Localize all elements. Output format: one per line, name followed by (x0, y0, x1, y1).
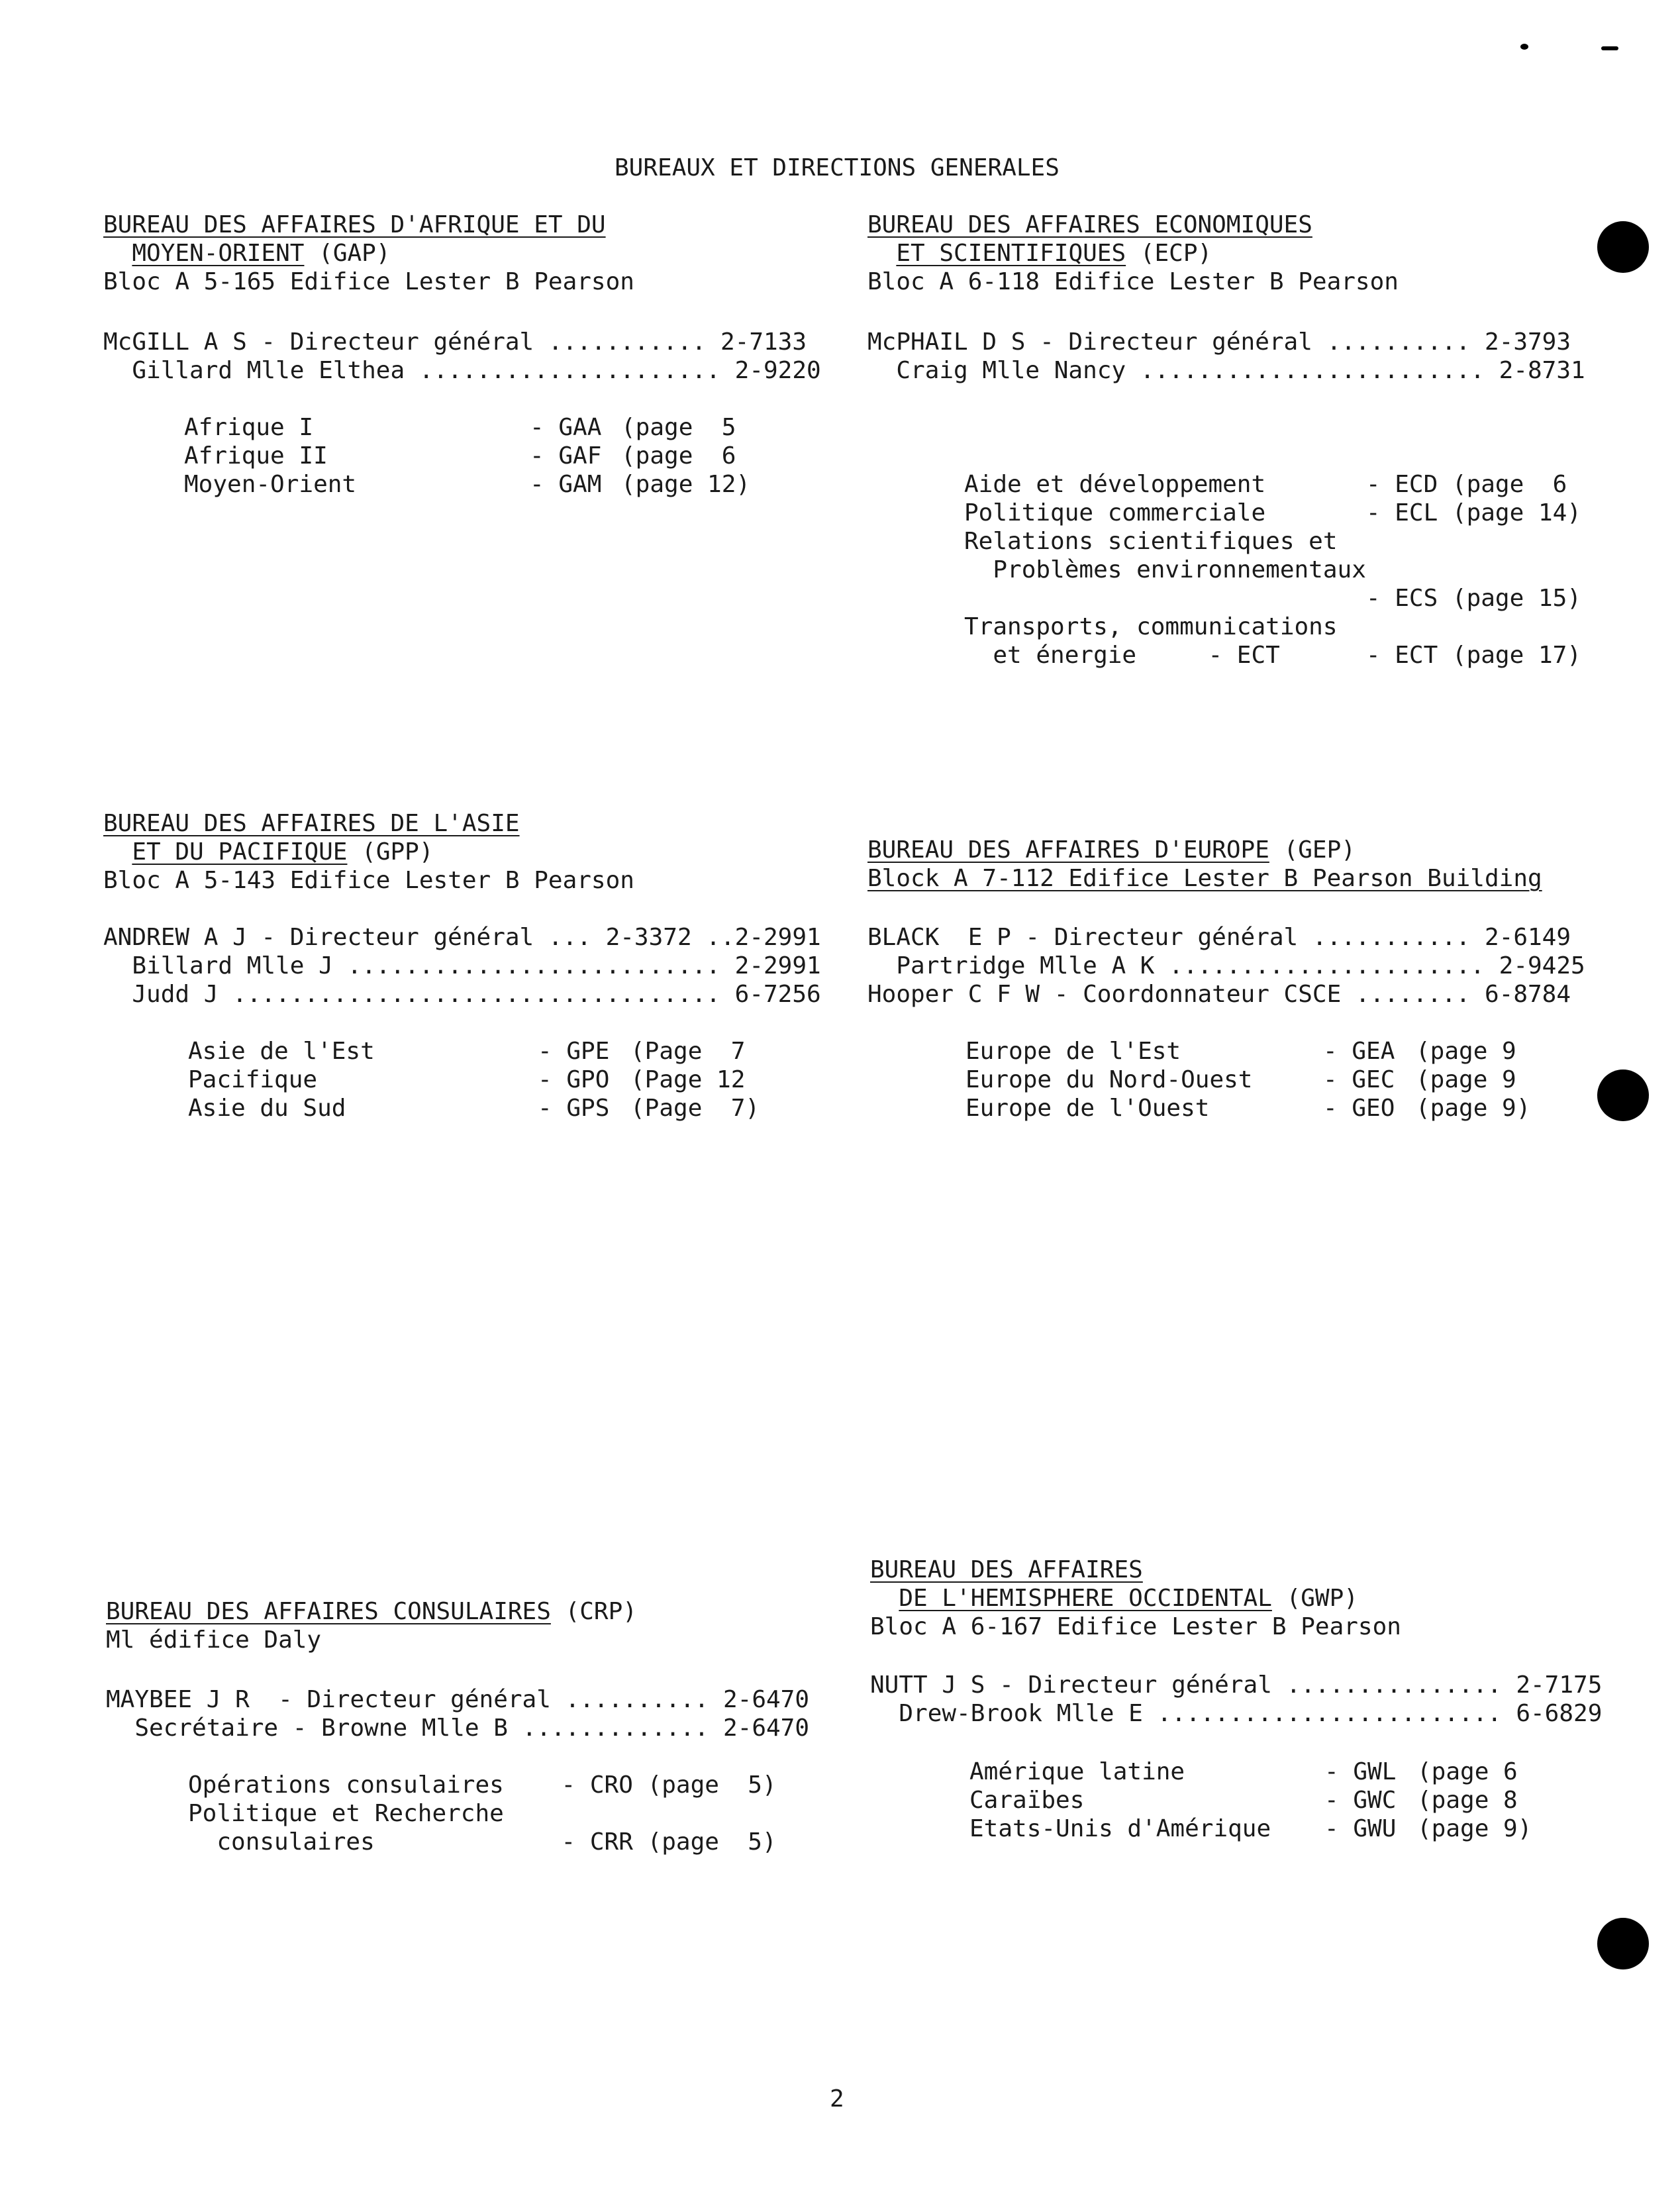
division-name: Asie de l'Est (188, 1038, 375, 1065)
division-page: (page 9 (1416, 1038, 1516, 1065)
punch-hole (1597, 1070, 1649, 1121)
division-code: - GWL (1324, 1758, 1397, 1785)
bureau-address: Bloc A 6-118 Edifice Lester B Pearson (867, 268, 1399, 295)
division-line: Transports, communications (964, 613, 1338, 640)
division-code: - GPE (538, 1038, 610, 1065)
division-line: Relations scientifiques et (964, 528, 1338, 555)
division-page: (page 5 (621, 414, 736, 441)
bureau-gpp (103, 809, 634, 895)
punch-hole (1597, 221, 1649, 273)
page-title: BUREAUX ET DIRECTIONS GENERALES (615, 154, 1060, 181)
ink-speck (1601, 46, 1618, 50)
division-name: Pacifique (188, 1066, 318, 1093)
bureau-name-line1: BUREAU DES AFFAIRES ECONOMIQUES (867, 211, 1312, 238)
division-code: - GAF (530, 442, 602, 470)
ecp-divisions (964, 470, 1581, 670)
division-page: (page 6 (621, 442, 736, 470)
page-number: 2 (830, 2085, 844, 2113)
division-name: Etats-Unis d'Amérique (969, 1815, 1271, 1842)
division-code: - GWU (1324, 1815, 1397, 1842)
bureau-code: (CRP) (565, 1598, 637, 1625)
staff-line: Gillard Mlle Elthea ..................... 2-9220 (103, 357, 821, 384)
ink-speck (1520, 44, 1528, 50)
bureau-gwp (870, 1556, 1401, 1641)
division-line: Problèmes environnementaux (964, 556, 1366, 583)
division-page: (Page 7) (630, 1095, 760, 1122)
division-line: et énergie - ECT - ECT (page 17) (964, 642, 1581, 669)
staff-line: ANDREW A J - Directeur général ... 2-3372 ..2-2991 (103, 924, 821, 951)
division-code: - GEA (1323, 1038, 1395, 1065)
bureau-name: BUREAU DES AFFAIRES CONSULAIRES (106, 1598, 551, 1625)
crp-divisions (188, 1771, 777, 1856)
bureau-address: Bloc A 5-143 Edifice Lester B Pearson (103, 867, 634, 894)
bureau-address: Block A 7-112 Edifice Lester B Pearson Building (867, 865, 1542, 892)
division-page: (page 8 (1417, 1787, 1518, 1814)
division-page: (Page 12 (630, 1066, 746, 1093)
staff-line: McPHAIL D S - Directeur général .......... 2-3793 (867, 328, 1571, 356)
division-name: Europe de l'Est (965, 1038, 1181, 1065)
division-name: Amérique latine (969, 1758, 1185, 1785)
bureau-gep (867, 836, 1542, 893)
staff-line: MAYBEE J R - Directeur général .......... 2-6470 (106, 1686, 810, 1713)
bureau-code: (GPP) (362, 838, 434, 866)
bureau-gap (103, 211, 634, 296)
bureau-code: (GEP) (1283, 836, 1356, 864)
staff-line: Drew-Brook Mlle E ........................ 6-6829 (870, 1700, 1603, 1727)
bureau-crp (106, 1597, 637, 1654)
division-page: (page 12) (621, 471, 751, 498)
division-name: Europe de l'Ouest (965, 1095, 1210, 1122)
bureau-name: BUREAU DES AFFAIRES D'EUROPE (867, 836, 1269, 864)
division-code: - GWC (1324, 1787, 1397, 1814)
gap-staff (103, 328, 821, 385)
division-page: (page 6 (1417, 1758, 1518, 1785)
division-name: Asie du Sud (188, 1095, 346, 1122)
bureau-name-line1: BUREAU DES AFFAIRES (870, 1556, 1143, 1583)
division-line: Politique commerciale - ECL (page 14) (964, 499, 1581, 526)
bureau-address: Bloc A 5-165 Edifice Lester B Pearson (103, 268, 634, 295)
division-name: Afrique I (184, 414, 314, 441)
division-line: Aide et développement - ECD (page 6 (964, 471, 1567, 498)
staff-line: NUTT J S - Directeur général ............... 2-7175 (870, 1671, 1603, 1699)
ecp-staff (867, 328, 1585, 385)
bureau-name-line1: BUREAU DES AFFAIRES D'AFRIQUE ET DU (103, 211, 606, 238)
division-page: (page 9) (1417, 1815, 1532, 1842)
staff-line: Judd J .................................. 6-7256 (103, 981, 821, 1008)
division-code: - GAA (530, 414, 602, 441)
staff-line: BLACK E P - Directeur général ........... 2-6149 (867, 924, 1571, 951)
division-page: (Page 7 (630, 1038, 746, 1065)
division-line: - ECS (page 15) (964, 585, 1581, 612)
division-code: - GEC (1323, 1066, 1395, 1093)
staff-line: McGILL A S - Directeur général ........... 2-7133 (103, 328, 807, 356)
division-line: Politique et Recherche (188, 1800, 504, 1827)
division-name: Afrique II (184, 442, 328, 470)
division-code: - GPS (538, 1095, 610, 1122)
bureau-code: (GAP) (319, 240, 391, 267)
staff-line: Secrétaire - Browne Mlle B ............. 2-6470 (106, 1715, 810, 1742)
division-name: Europe du Nord-Ouest (965, 1066, 1253, 1093)
bureau-ecp (867, 211, 1399, 296)
bureau-name-line2: DE L'HEMISPHERE OCCIDENTAL (899, 1585, 1272, 1612)
bureau-name-line2: ET DU PACIFIQUE (132, 838, 348, 866)
staff-line: Billard Mlle J .......................... 2-2991 (103, 952, 821, 979)
division-code: - GPO (538, 1066, 610, 1093)
bureau-name-line2: MOYEN-ORIENT (132, 240, 305, 267)
division-page: (page 9 (1416, 1066, 1516, 1093)
gwp-staff (870, 1671, 1602, 1728)
division-code: - GAM (530, 471, 602, 498)
gep-staff (867, 923, 1585, 1009)
bureau-name-line1: BUREAU DES AFFAIRES DE L'ASIE (103, 810, 520, 837)
division-line: consulaires - CRR (page 5) (188, 1828, 777, 1856)
division-code: - GEO (1323, 1095, 1395, 1122)
bureau-code: (ECP) (1140, 240, 1212, 267)
division-name: Moyen-Orient (184, 471, 357, 498)
division-line: Opérations consulaires - CRO (page 5) (188, 1771, 777, 1799)
division-name: Caraïbes (969, 1787, 1085, 1814)
staff-line: Partridge Mlle A K ...................... 2-9425 (867, 952, 1585, 979)
division-page: (page 9) (1416, 1095, 1531, 1122)
punch-hole (1597, 1918, 1649, 1969)
staff-line: Craig Mlle Nancy ........................ 2-8731 (867, 357, 1585, 384)
bureau-address: Bloc A 6-167 Edifice Lester B Pearson (870, 1613, 1401, 1640)
bureau-address: Ml édifice Daly (106, 1626, 322, 1654)
gpp-staff (103, 923, 821, 1009)
crp-staff (106, 1685, 809, 1742)
bureau-code: (GWP) (1286, 1585, 1358, 1612)
staff-line: Hooper C F W - Coordonnateur CSCE ........ 6-8784 (867, 981, 1571, 1008)
bureau-name-line2: ET SCIENTIFIQUES (896, 240, 1126, 267)
